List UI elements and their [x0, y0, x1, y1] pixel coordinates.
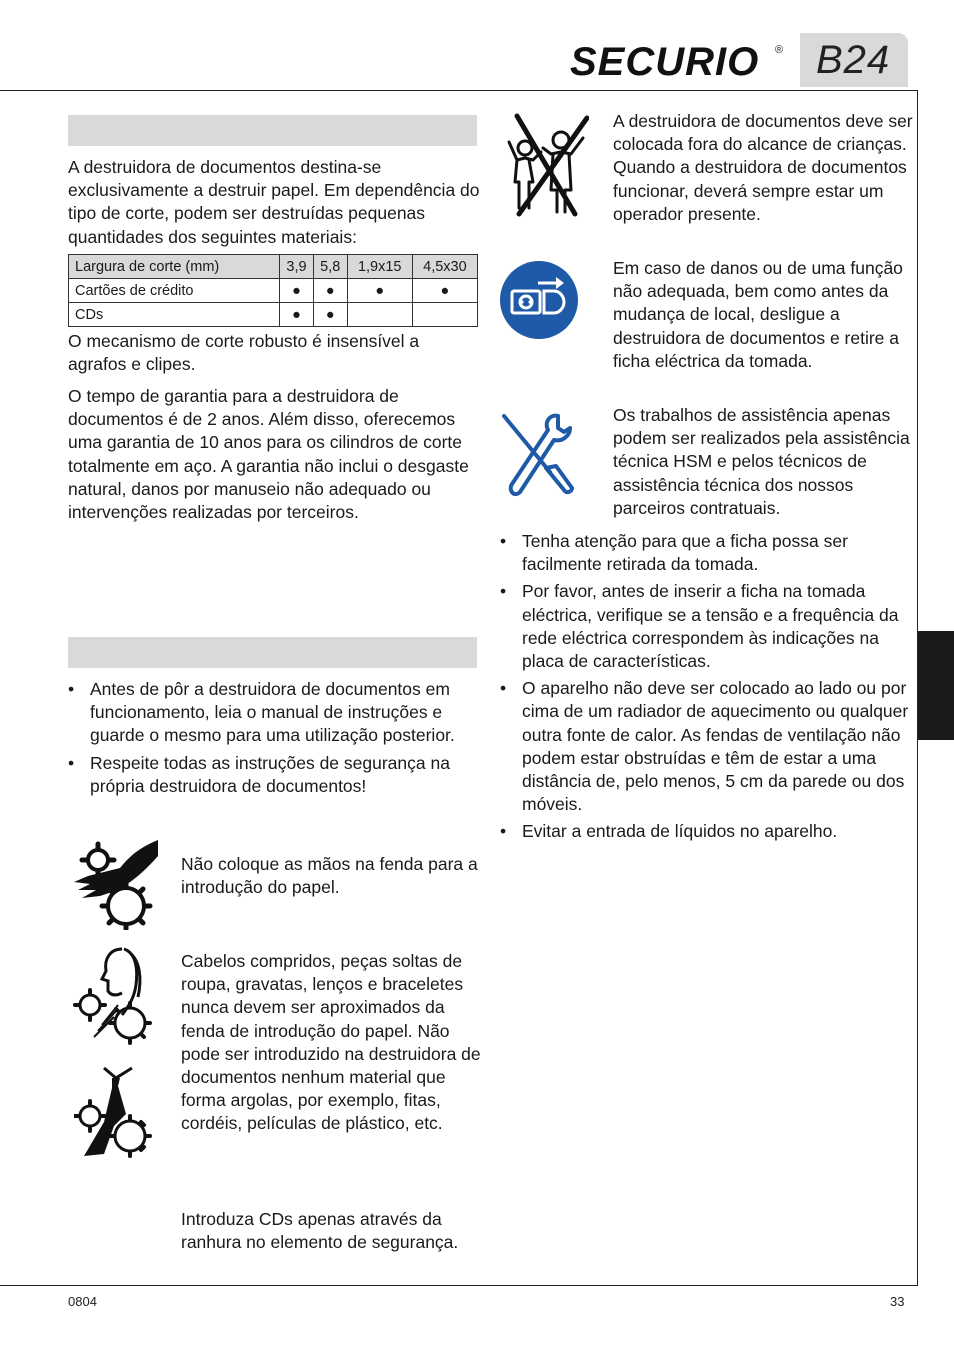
unplug-icon: [500, 261, 578, 339]
top-rule: [0, 90, 918, 91]
bullet-icon: •: [68, 679, 75, 699]
brand-logo: SECURIO: [570, 40, 760, 84]
unplug-warning-text: Em caso de danos ou de uma função não adequada, bem como antes da mudança de local, desligue a destruidora de documentos e retire a ficha eléctrica da tomada.: [613, 258, 903, 371]
bullet-icon: •: [500, 531, 507, 551]
table-header-cell: 3,9: [280, 255, 314, 279]
page-number: 33: [890, 1294, 905, 1309]
list-item: • Evitar a entrada de líquidos no aparelho.: [500, 820, 910, 843]
section-tab: [918, 631, 954, 740]
hair-in-gears-icon: [72, 945, 158, 1049]
table-header-cell: 5,8: [313, 255, 347, 279]
hands-warning-text: Não coloque as mãos na fenda para a introdução do papel.: [181, 854, 478, 898]
document-code: 0804: [68, 1294, 97, 1309]
bullet-icon: •: [68, 752, 75, 773]
robust-paragraph: O mecanismo de corte robusto é insensível a agrafos e clipes.: [68, 331, 420, 375]
table-row: [69, 303, 478, 327]
list-item: • Respeite todas as instruções de segurança na própria destruidora de documentos!: [68, 752, 450, 796]
list-item: • Tenha atenção para que a ficha possa ser facilmente retirada da tomada.: [500, 531, 848, 575]
safety-bullet-list: [68, 678, 480, 802]
electrical-bullet-list: [500, 530, 910, 848]
service-warning-text: Os trabalhos de assistência apenas podem ser realizados pela assistência técnica HSM e pelos técnicos de assistência técnica dos nossos parceiros contratuais.: [613, 405, 910, 518]
cd-instruction-text: Introduza CDs apenas através da ranhura no elemento de segurança.: [181, 1209, 459, 1253]
table-cell: ●: [313, 303, 347, 327]
bullet-icon: •: [500, 581, 507, 602]
table-header-cell: 1,9x15: [347, 255, 412, 279]
tools-icon: [500, 410, 580, 502]
warranty-paragraph: O tempo de garantia para a destruidora de documentos é de 2 anos. Além disso, oferecemos uma garantia de 10 anos para os cilindros de corte totalmente em aço. A garantia não inclui o desgaste natural, danos por manuseio não adequado ou intervenções realizadas por terceiros.: [68, 386, 469, 523]
table-cell: ●: [280, 303, 314, 327]
table-cell: Cartões de crédito: [69, 279, 280, 303]
table-cell: ●: [347, 279, 412, 303]
table-row: [69, 279, 478, 303]
list-item: • O aparelho não deve ser colocado ao lado ou por cima de um radiador de aquecimento ou qualquer outra fonte de calor. As fendas de ventilação não podem estar obstruídas e têm de estar a uma distância de, pelo menos, 5 cm da parede ou dos móveis.: [500, 678, 909, 815]
table-header-cell: 4,5x30: [412, 255, 477, 279]
bullet-icon: •: [500, 821, 507, 842]
materials-table: [68, 254, 478, 327]
bottom-rule: [0, 1285, 918, 1286]
table-cell: CDs: [69, 303, 280, 327]
table-header-row: [69, 255, 478, 279]
bullet-icon: •: [500, 678, 507, 699]
list-item: • Antes de pôr a destruidora de documentos em funcionamento, leia o manual de instruções e guarde o mesmo para uma utilização posterior.: [68, 679, 455, 746]
no-children-icon: [503, 112, 589, 218]
tie-in-gears-icon: [74, 1064, 158, 1162]
table-cell: [347, 303, 412, 327]
section-heading-bar-usage: [68, 115, 477, 146]
hand-in-gears-icon: [68, 838, 160, 930]
children-warning-text: A destruidora de documentos deve ser colocada fora do alcance de crianças. Quando a destruidora de documentos funcionar, deverá sempre estar um operador presente.: [613, 111, 913, 224]
hair-warning-text: Cabelos compridos, peças soltas de roupa, gravatas, lenços e braceletes nunca devem ser aproximados da fenda de introdução do papel. Não pode ser introduzido na destruidora de documentos nenhum material que forma argolas, por exemplo, fitas, cordéis, películas de plástico, etc.: [181, 951, 481, 1134]
table-cell: ●: [313, 279, 347, 303]
registered-mark: ®: [775, 44, 784, 56]
list-item: • Por favor, antes de inserir a ficha na tomada eléctrica, verifique se a tensão e a frequência da rede eléctrica correspondem às indicações na placa de características.: [500, 581, 899, 672]
table-header-cell: Largura de corte (mm): [69, 255, 280, 279]
table-cell: ●: [412, 279, 477, 303]
section-heading-bar-safety: [68, 637, 477, 668]
model-name: B24: [816, 38, 891, 82]
intro-paragraph: A destruidora de documentos destina-se exclusivamente a destruir papel. Em dependência do tipo de corte, podem ser destruídas pequenas quantidades dos seguintes materiais:: [68, 157, 480, 247]
table-cell: [412, 303, 477, 327]
table-cell: ●: [280, 279, 314, 303]
